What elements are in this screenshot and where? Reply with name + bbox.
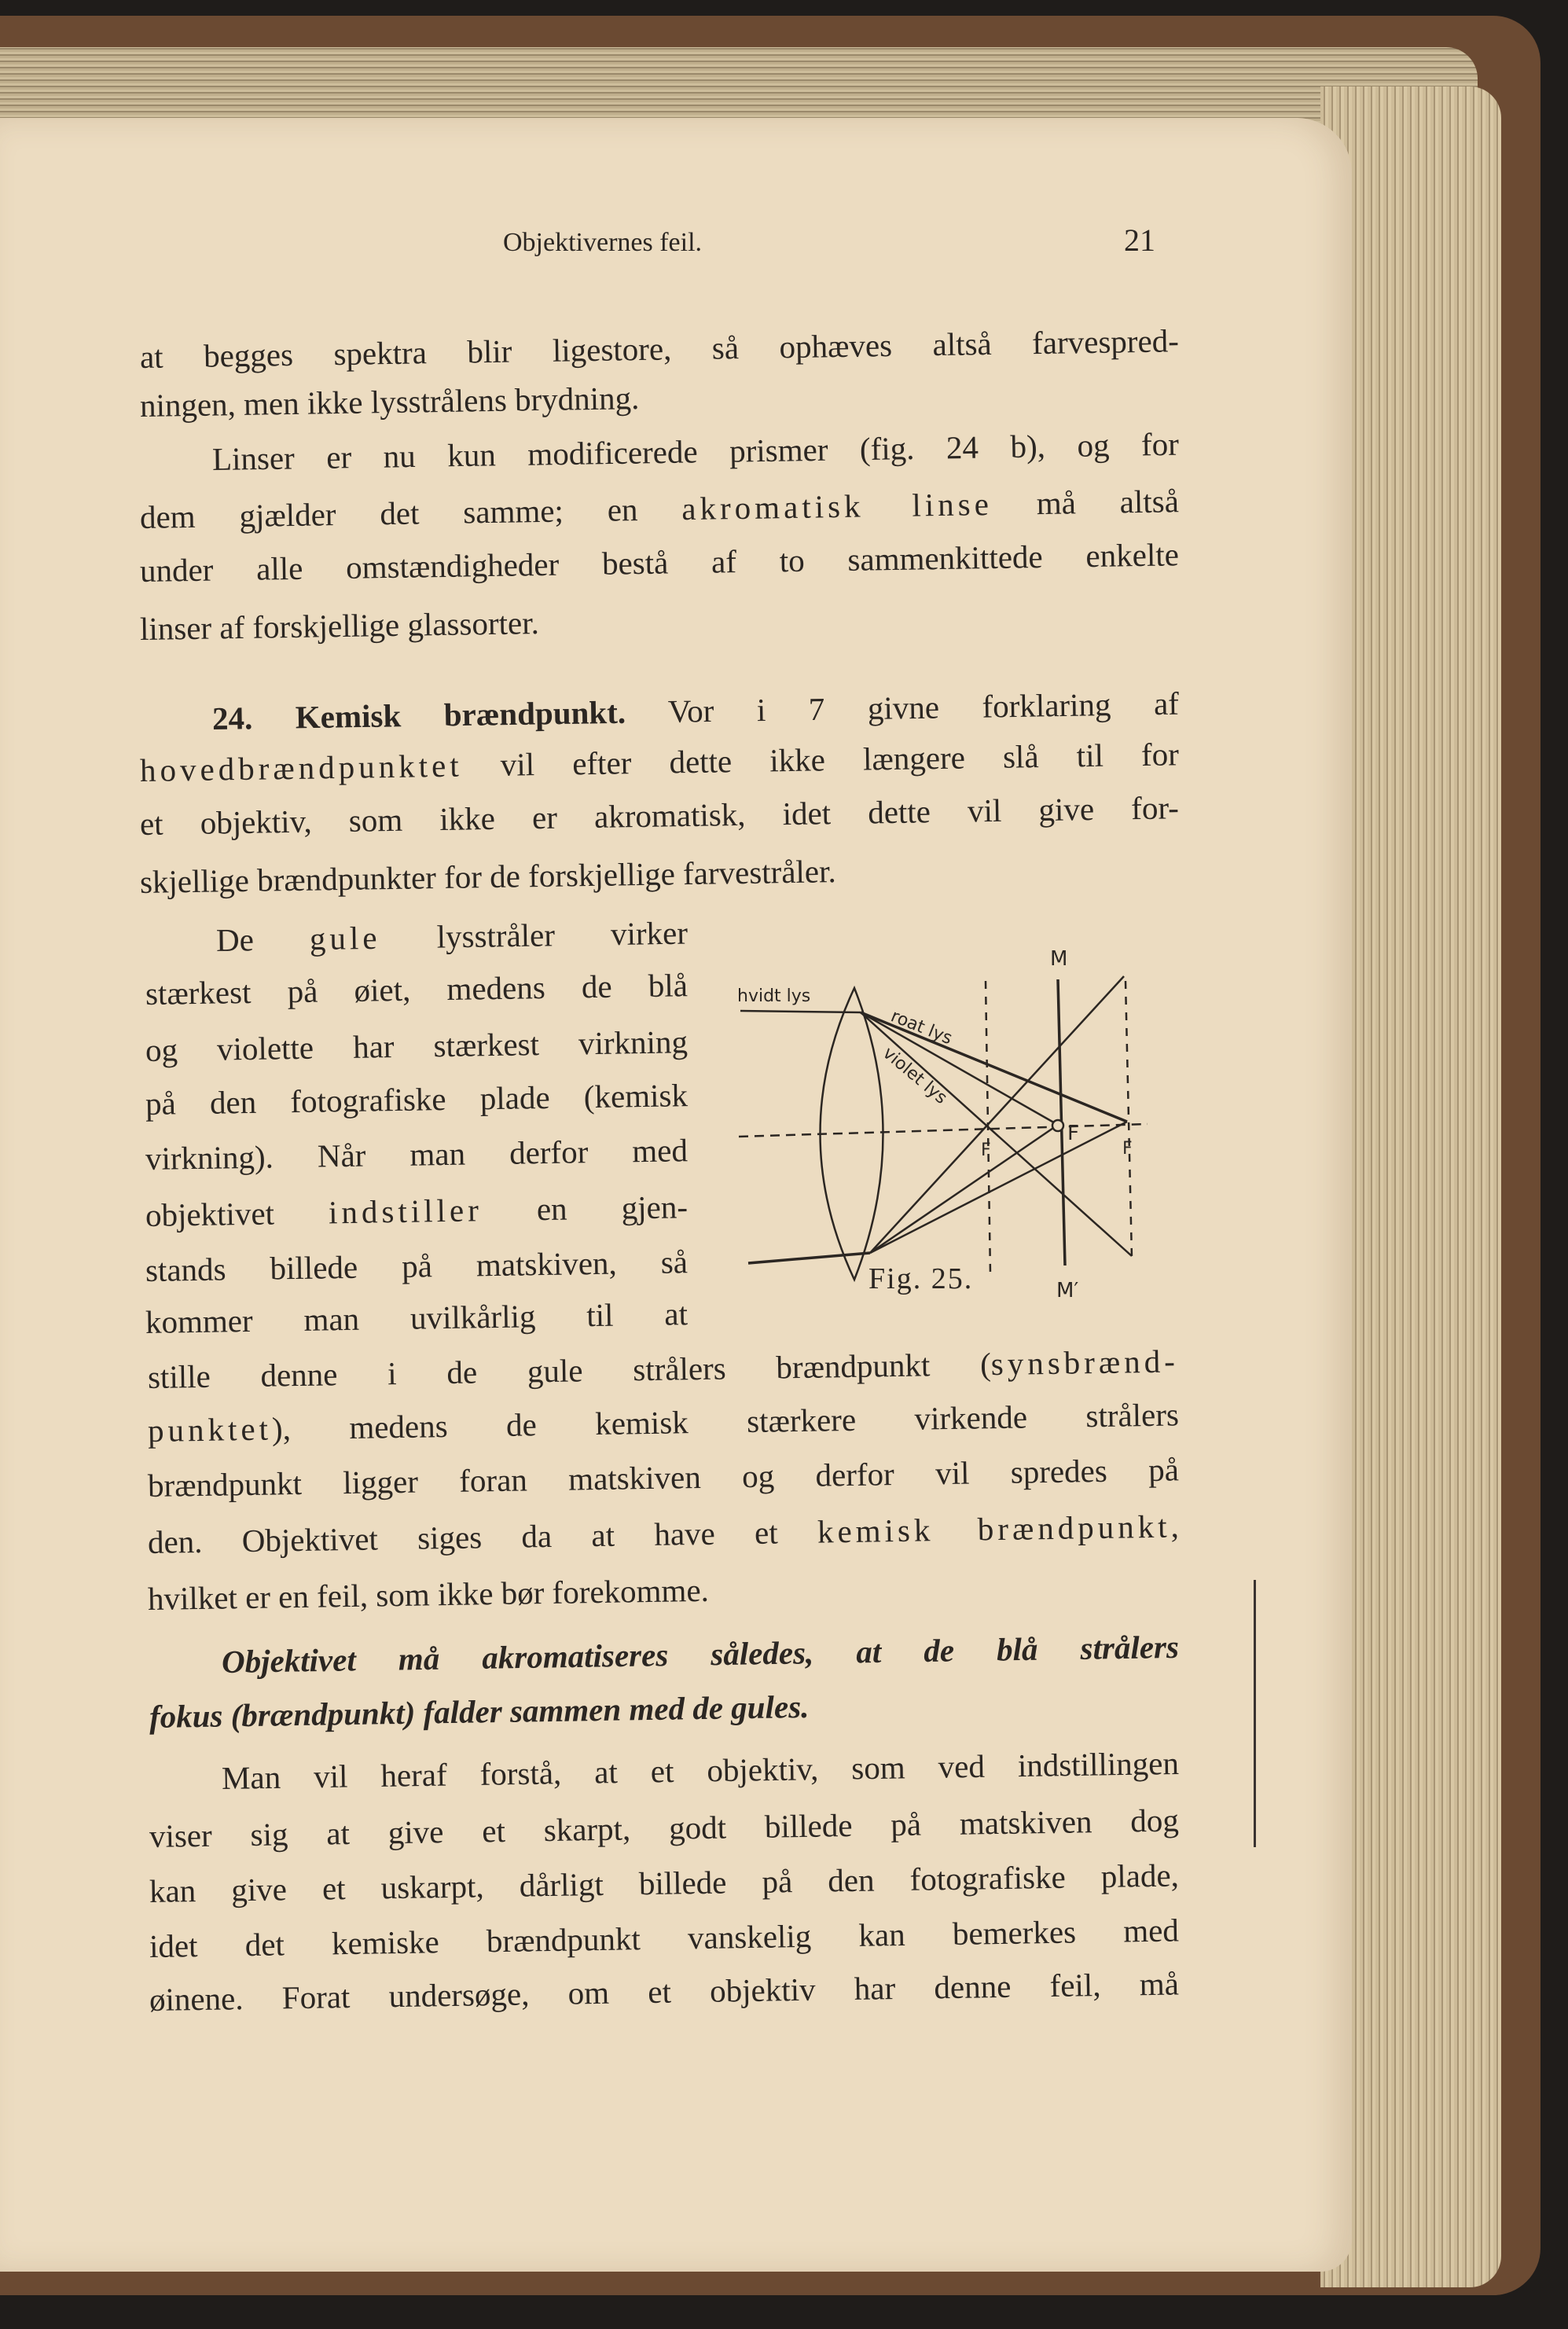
text-line: hvilket er en feil, som ikke bør forekomme. [147,1571,710,1617]
emphasis-spaced: gule [309,919,381,957]
text: , [1170,1508,1180,1545]
text-line: Linser er nu kun modificerede prismer (fig. 24 b), og for [211,425,1180,477]
text: stille denne i de gule strålers brændpunkt ( [147,1346,992,1395]
text: en gjen- [536,1188,689,1228]
text-line: ningen, men ikke lysstrålens brydning. [139,380,640,424]
emphasis-spaced: indstiller [328,1192,483,1231]
label-m-prime: M′ [1056,1279,1079,1302]
ray-white-bottom [748,1253,870,1263]
emphasis-spaced: punktet [147,1410,273,1449]
text: objektivet [145,1195,275,1233]
text-line: Man vil heraf forstå, at et objektiv, som ved indstillingen [221,1744,1180,1796]
text-line: virkning). Når man derfor med [145,1132,689,1177]
label-red-light: roat lys [887,1006,955,1049]
margin-mark [1254,1580,1256,1847]
optical-axis [739,1124,1148,1137]
focus-point-f [1052,1120,1063,1131]
emphasis-spaced: synsbrænd- [990,1343,1180,1383]
page-number: 21 [1124,222,1155,258]
running-title: Objektivernes feil. [503,228,703,257]
text-line [216,914,689,959]
italic-rule-line: Objektivet må akromatiseres således, at de blå strålers [221,1628,1180,1680]
text: den. Objektivet siges da at have et [147,1514,779,1560]
label-f: F [1067,1122,1079,1145]
ray-red-bottom [870,1122,1127,1253]
dashed-plane-red [1126,981,1132,1258]
italic-rule-line: fokus (brændpunkt) falder sammen med de gules. [149,1688,810,1735]
text-line: idet det kemiske brændpunkt vanskelig kan bemerkes med [149,1912,1180,1964]
emphasis-spaced: kemisk brændpunkt [817,1508,1171,1550]
text-line: skjellige brændpunkter for de forskjellige farvestråler. [139,853,837,900]
emphasis-spaced: hovedbrændpunktet [139,747,463,788]
lens-diagram [707,904,1179,1305]
text-line: stærkest på øiet, medens de blå [145,967,689,1012]
text: Vor i 7 givne forklaring af [667,685,1180,729]
ray-yellow-bottom [870,1125,1058,1253]
emphasis-spaced: akromatisk linse [681,485,993,527]
label-white-light: hvidt lys [737,986,811,1006]
text-line: på den fotografiske plade (kemisk [145,1077,689,1122]
text: dem gjælder det samme; en [139,491,638,535]
text-line: øinene. Forat undersøge, om et objektiv har denne feil, må [149,1965,1180,2018]
text-line: viser sig at give et skarpt, godt billede på matskiven dog [149,1802,1180,1854]
text-line: stands billede på matskiven, så [145,1243,689,1288]
ray-white-top [740,1011,861,1012]
text-line: kommer man uvilkårlig til at [145,1295,689,1340]
section-heading: 24. Kemisk brændpunkt. [211,693,626,737]
ray-yellow-top [861,1012,1058,1125]
text: lysstråler virker [436,914,689,955]
figure-caption: Fig. 25. [868,1262,974,1295]
label-violet-light: violet lys [879,1043,951,1108]
text-line: et objektiv, som ikke er akromatisk, idet dette vil give for- [139,789,1180,842]
text: må altså [1036,483,1180,522]
text-line: og violette har stærkest virkning [145,1023,689,1068]
text-line: brændpunkt ligger foran matskiven og derfor vil spredes på [147,1451,1180,1504]
label-m: M [1050,947,1068,971]
text: vil efter dette ikke længere slå til for [500,736,1180,783]
text-line: at begges spektra blir ligestore, så ophæves altså farvespred- [139,322,1180,375]
label-f-red: F [1122,1139,1133,1159]
text-line: kan give et uskarpt, dårligt billede på den fotografiske plade, [149,1857,1180,1909]
text: De [215,921,255,958]
text-line: linser af forskjellige glassorter. [139,604,540,647]
text-line: under alle omstændigheder bestå af to sammenkittede enkelte [139,536,1180,589]
text: ), medens de kemisk stærkere virkende strålers [271,1396,1180,1447]
label-f-violet: F [981,1141,991,1160]
